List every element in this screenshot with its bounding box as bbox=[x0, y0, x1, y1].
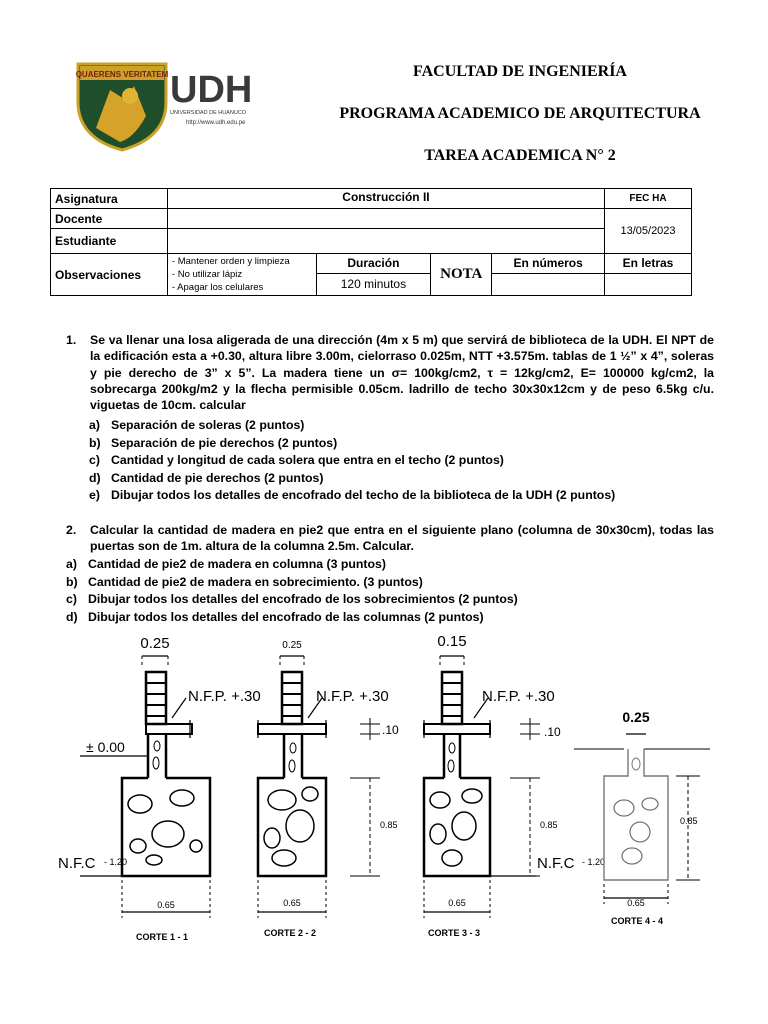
udh-logo bbox=[74, 58, 294, 154]
faculty-title: FACULTAD DE INGENIERÍA bbox=[413, 63, 627, 80]
en-letras-field[interactable] bbox=[605, 273, 692, 295]
question-2-items bbox=[66, 556, 518, 626]
logo-text: UDH bbox=[170, 69, 253, 111]
observacion-item: - Mantener orden y limpieza bbox=[171, 256, 290, 267]
corte2-dim-10: .10 bbox=[382, 723, 399, 737]
list-item: d) Dibujar todos los detalles del encofrado de las columnas (2 puntos) bbox=[66, 609, 484, 624]
corte1-nfp-label: N.F.P. +.30 bbox=[188, 688, 261, 705]
list-item: e) Dibujar todos los detalles de encofrado del techo de la biblioteca de la UDH (2 puntos) bbox=[89, 488, 616, 502]
duracion-label: Duración bbox=[316, 254, 431, 274]
logo-url: http://www.udh.edu.pe bbox=[186, 120, 246, 126]
corte-1-section bbox=[58, 635, 261, 942]
docente-field[interactable] bbox=[167, 209, 604, 229]
question-1-number: 1. bbox=[66, 333, 77, 347]
corte2-width-label: 0.25 bbox=[282, 640, 302, 651]
corte-3-section bbox=[424, 633, 605, 938]
program-title: PROGRAMA ACADEMICO DE ARQUITECTURA bbox=[339, 105, 701, 122]
corte1-title: CORTE 1 - 1 bbox=[135, 932, 189, 942]
corte2-base-label: 0.65 bbox=[283, 898, 301, 908]
corte4-height-label: 0.85 bbox=[680, 816, 698, 826]
corte3-title: CORTE 3 - 3 bbox=[427, 928, 481, 938]
duracion-value: 120 minutos bbox=[316, 273, 431, 295]
nota-label: NOTA bbox=[431, 254, 492, 296]
corte4-base-label: 0.65 bbox=[627, 898, 645, 908]
asignatura-value: Construcción II bbox=[167, 189, 604, 209]
corte3-dim-10: .10 bbox=[544, 725, 561, 739]
corte2-nfp-label: N.F.P. +.30 bbox=[316, 688, 389, 705]
en-numeros-field[interactable] bbox=[492, 273, 605, 295]
corte4-title: CORTE 4 - 4 bbox=[610, 916, 664, 926]
list-item: b) Separación de pie derechos (2 puntos) bbox=[89, 435, 338, 450]
corte3-height-label: 0.85 bbox=[540, 820, 558, 830]
logo-subtitle: UNIVERSIDAD DE HUANUCO bbox=[170, 110, 247, 116]
observacion-item: - No utilizar lápiz bbox=[171, 269, 243, 280]
corte-2-section bbox=[258, 640, 399, 938]
question-2-number: 2. bbox=[66, 523, 77, 537]
question-2 bbox=[66, 522, 714, 555]
question-2-text: Calcular la cantidad de madera en pie2 que entra en el siguiente plano (columna de 30x30cm), todas las puertas son de 1m. altura de la columna 2.5m. Calcular. bbox=[90, 523, 714, 554]
fecha-label: FEC HA bbox=[605, 189, 692, 209]
corte1-nfc-value: - 1.20 bbox=[104, 857, 128, 867]
corte4-width-label: 0.25 bbox=[622, 709, 650, 725]
list-item: a) Cantidad de pie2 de madera en columna (3 puntos) bbox=[66, 557, 386, 571]
en-letras-label: En letras bbox=[605, 254, 692, 274]
list-item: c) Dibujar todos los detalles del encofrado de los sobrecimientos (2 puntos) bbox=[66, 592, 518, 606]
corte1-level-label: ± 0.00 bbox=[86, 739, 125, 755]
list-item: b) Cantidad de pie2 de madera en sobrecimiento. (3 puntos) bbox=[66, 574, 423, 589]
corte1-nfc-label: N.F.C bbox=[58, 855, 96, 872]
fecha-value: 13/05/2023 bbox=[605, 209, 692, 254]
foundation-sections-drawing bbox=[0, 628, 768, 958]
corte3-nfc-label: N.F.C bbox=[537, 855, 575, 872]
corte3-base-label: 0.65 bbox=[448, 898, 466, 908]
corte1-base-label: 0.65 bbox=[157, 900, 175, 910]
estudiante-field[interactable] bbox=[167, 229, 604, 254]
estudiante-label: Estudiante bbox=[51, 229, 168, 254]
corte3-width-label: 0.15 bbox=[437, 633, 467, 650]
corte3-nfc-value: - 1.20 bbox=[582, 857, 606, 867]
shield-motto: QUAERENS VERITATEM bbox=[75, 70, 169, 79]
corte2-title: CORTE 2 - 2 bbox=[263, 928, 317, 938]
question-1-items bbox=[89, 417, 615, 505]
corte1-width-label: 0.25 bbox=[140, 635, 170, 652]
list-item: c) Cantidad y longitud de cada solera que entra en el techo (2 puntos) bbox=[89, 453, 504, 467]
docente-label: Docente bbox=[51, 209, 168, 229]
observacion-item: - Apagar los celulares bbox=[171, 282, 264, 293]
list-item: d) Cantidad de pie derechos (2 puntos) bbox=[89, 470, 324, 485]
list-item: a) Separación de soleras (2 puntos) bbox=[89, 418, 305, 432]
header-titles bbox=[300, 62, 740, 188]
assignment-title: TAREA ACADEMICA N° 2 bbox=[424, 147, 616, 164]
en-numeros-label: En números bbox=[492, 254, 605, 274]
observaciones-list bbox=[167, 254, 316, 296]
info-table bbox=[50, 188, 692, 296]
corte-4-section bbox=[574, 709, 710, 926]
question-1 bbox=[66, 332, 714, 413]
corte2-height-label: 0.85 bbox=[380, 820, 398, 830]
question-1-text: Se va llenar una losa aligerada de una dirección (4m x 5 m) que servirá de biblioteca de la UDH. El NPT de la edificación esta a +0.30, altura libre 3.00m, cielorraso 0.025m, NTT +3.575m. tablas de 1 ½” x 4”, soleras y pie derecho de 3” x 5”. La madera tiene un σ= 100kg/cm2, τ = 12kg/cm2, E= 100000 kg/cm2, la sobrecarga 200kg/m2 y la flecha permisible 0.05cm. ladrillo de techo 30x30x12cm y de peso 6.5kg c/u. viguetas de 10cm. calcular bbox=[90, 333, 714, 413]
corte3-nfp-label: N.F.P. +.30 bbox=[482, 688, 555, 705]
observaciones-label: Observaciones bbox=[51, 254, 168, 296]
asignatura-label: Asignatura bbox=[51, 189, 168, 209]
